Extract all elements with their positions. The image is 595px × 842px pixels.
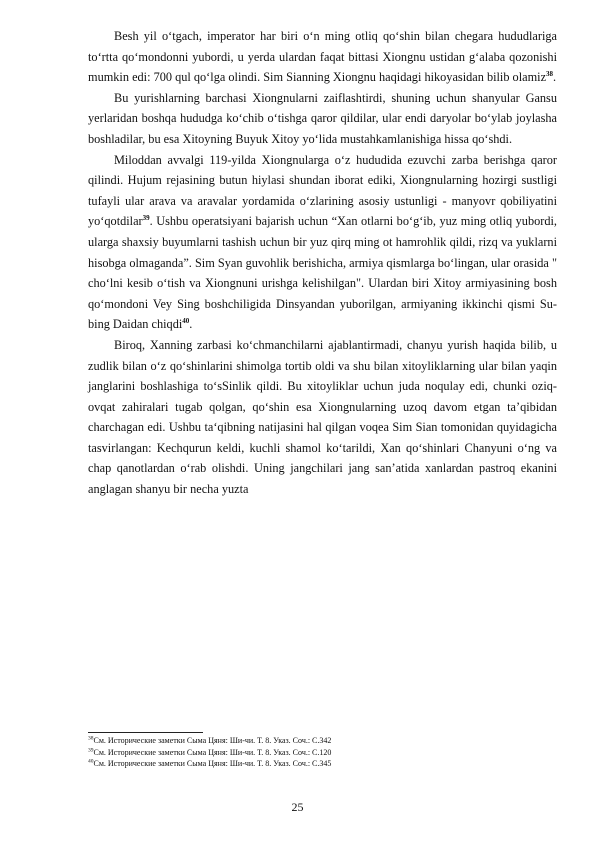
footnote-ref-38[interactable]: 38 (546, 70, 554, 79)
footnote-ref-39[interactable]: 39 (142, 214, 150, 223)
footnotes (88, 735, 557, 770)
footnote-text: См. Исторические заметки Сыма Цяня: Ши-чи. Т. 8. Указ. Соч.: С.342 (93, 736, 332, 745)
footnote-number: 40 (88, 758, 94, 765)
paragraph-1 (88, 26, 557, 88)
footnote-separator (88, 732, 203, 733)
paragraph-1-tail: . (553, 70, 557, 85)
paragraph-2 (88, 88, 557, 150)
footnote-text: См. Исторические заметки Сыма Цяня: Ши-чи. Т. 8. Указ. Соч.: С.345 (93, 759, 332, 768)
paragraph-4 (88, 335, 557, 500)
footnote-number: 39 (88, 746, 94, 753)
footnote-40 (88, 758, 557, 770)
body-text (88, 26, 557, 500)
paragraph-3-text: Miloddan avvalgi 119-yilda Xiongnularga o‘z hududida ezuvchi zarba berishga qaror qilindi. Hujum rejasining butun hiylasi shundan iborat ediki, Xiongnularning hozirgi sustligi tufayli ular arava va aravalar yordamida o‘zlarining asosiy ustunligi - manyovr qobiliyatini yo‘qotdilar (88, 152, 557, 229)
paragraph-3 (88, 150, 557, 335)
footnote-38 (88, 735, 557, 747)
page-number: 25 (291, 800, 304, 814)
paragraph-4-text: Biroq, Xanning zarbasi ko‘chmanchilarni ajablantirmadi, chanyu yurish haqida bilib, u zudlik bilan o‘z qo‘shinlarini shimolga tortib oldi va shu bilan xitoyliklarning ular bilan yaqin janglarini boshlashiga to‘sSinlik qildi. Bu xitoyliklar uchun juda noqulay edi, chunki oziq-ovqat zahiralari tugab qolgan, qo‘shin esa Xiongnularning uzoq davom etgan ta’qibidan charchagan edi. Ushbu ta‘qibning natijasini hal qilgan voqea Sim Sian tomonidan quyidagicha tasvirlangan: Kechqurun keldi, kuchli shamol ko‘tarildi, Xan qo‘shinlari Chanyuni o‘ng va chap qanotlardan o‘rab olishdi. Uning jangchilari jang san’atida xanlardan pastroq ekanini anglagan shanyu bir necha yuzta (88, 337, 557, 497)
paragraph-1-text: Besh yil o‘tgach, imperator har biri o‘n ming otliq qo‘shin bilan chegara hududlariga to‘rtta qo‘mondonni yubordi, u yerda ulardan faqat bittasi Xiongnu ustidan g‘alaba qozonishi mumkin edi: 700 qul qo‘lga olindi. Sim Sianning Xiongnu haqidagi hikoyasidan bilib olamiz (88, 29, 557, 85)
footnote-39 (88, 747, 557, 759)
footnote-number: 38 (88, 735, 94, 742)
footnote-ref-40[interactable]: 40 (182, 317, 190, 326)
paragraph-3-tail: . (189, 317, 193, 332)
paragraph-2-text: Bu yurishlarning barchasi Xiongnularni zaiflashtirdi, shuning uchun shanyular Gansu yerlaridan boshqa hududga ko‘chib o‘tishga qaror qildilar, ular endi daryolar bo‘ylab joylasha boshladilar, bu esa Xitoyning Buyuk Xitoy yo‘lida mustahkamlanishiga hissa qo‘shdi. (88, 90, 557, 146)
paragraph-3-middle: . Ushbu operatsiyani bajarish uchun “Xan otlarni bo‘g‘ib, yuz ming otliq yubordi, ularga shaxsiy buyumlarni tashish uchun bir yuz qirq ming ot hamrohlik qildi, rizq va yuklarni hisobga olmaganda”. Sim Syan guvohlik berishicha, armiya qismlarga bo‘lingan, ular orasida " cho‘lni kesib o‘tish va Xiongnuni urishga kelishilgan". Ulardan biri Xitoy armiyasining bosh qo‘mondoni Vey Sing boshchiligida Dinsyandan yuborilgan, armiyaning ikkinchi qismi Su-bing Daidan chiqdi (88, 214, 557, 332)
footnote-text: См. Исторические заметки Сыма Цяня: Ши-чи. Т. 8. Указ. Соч.: С.120 (93, 747, 332, 757)
